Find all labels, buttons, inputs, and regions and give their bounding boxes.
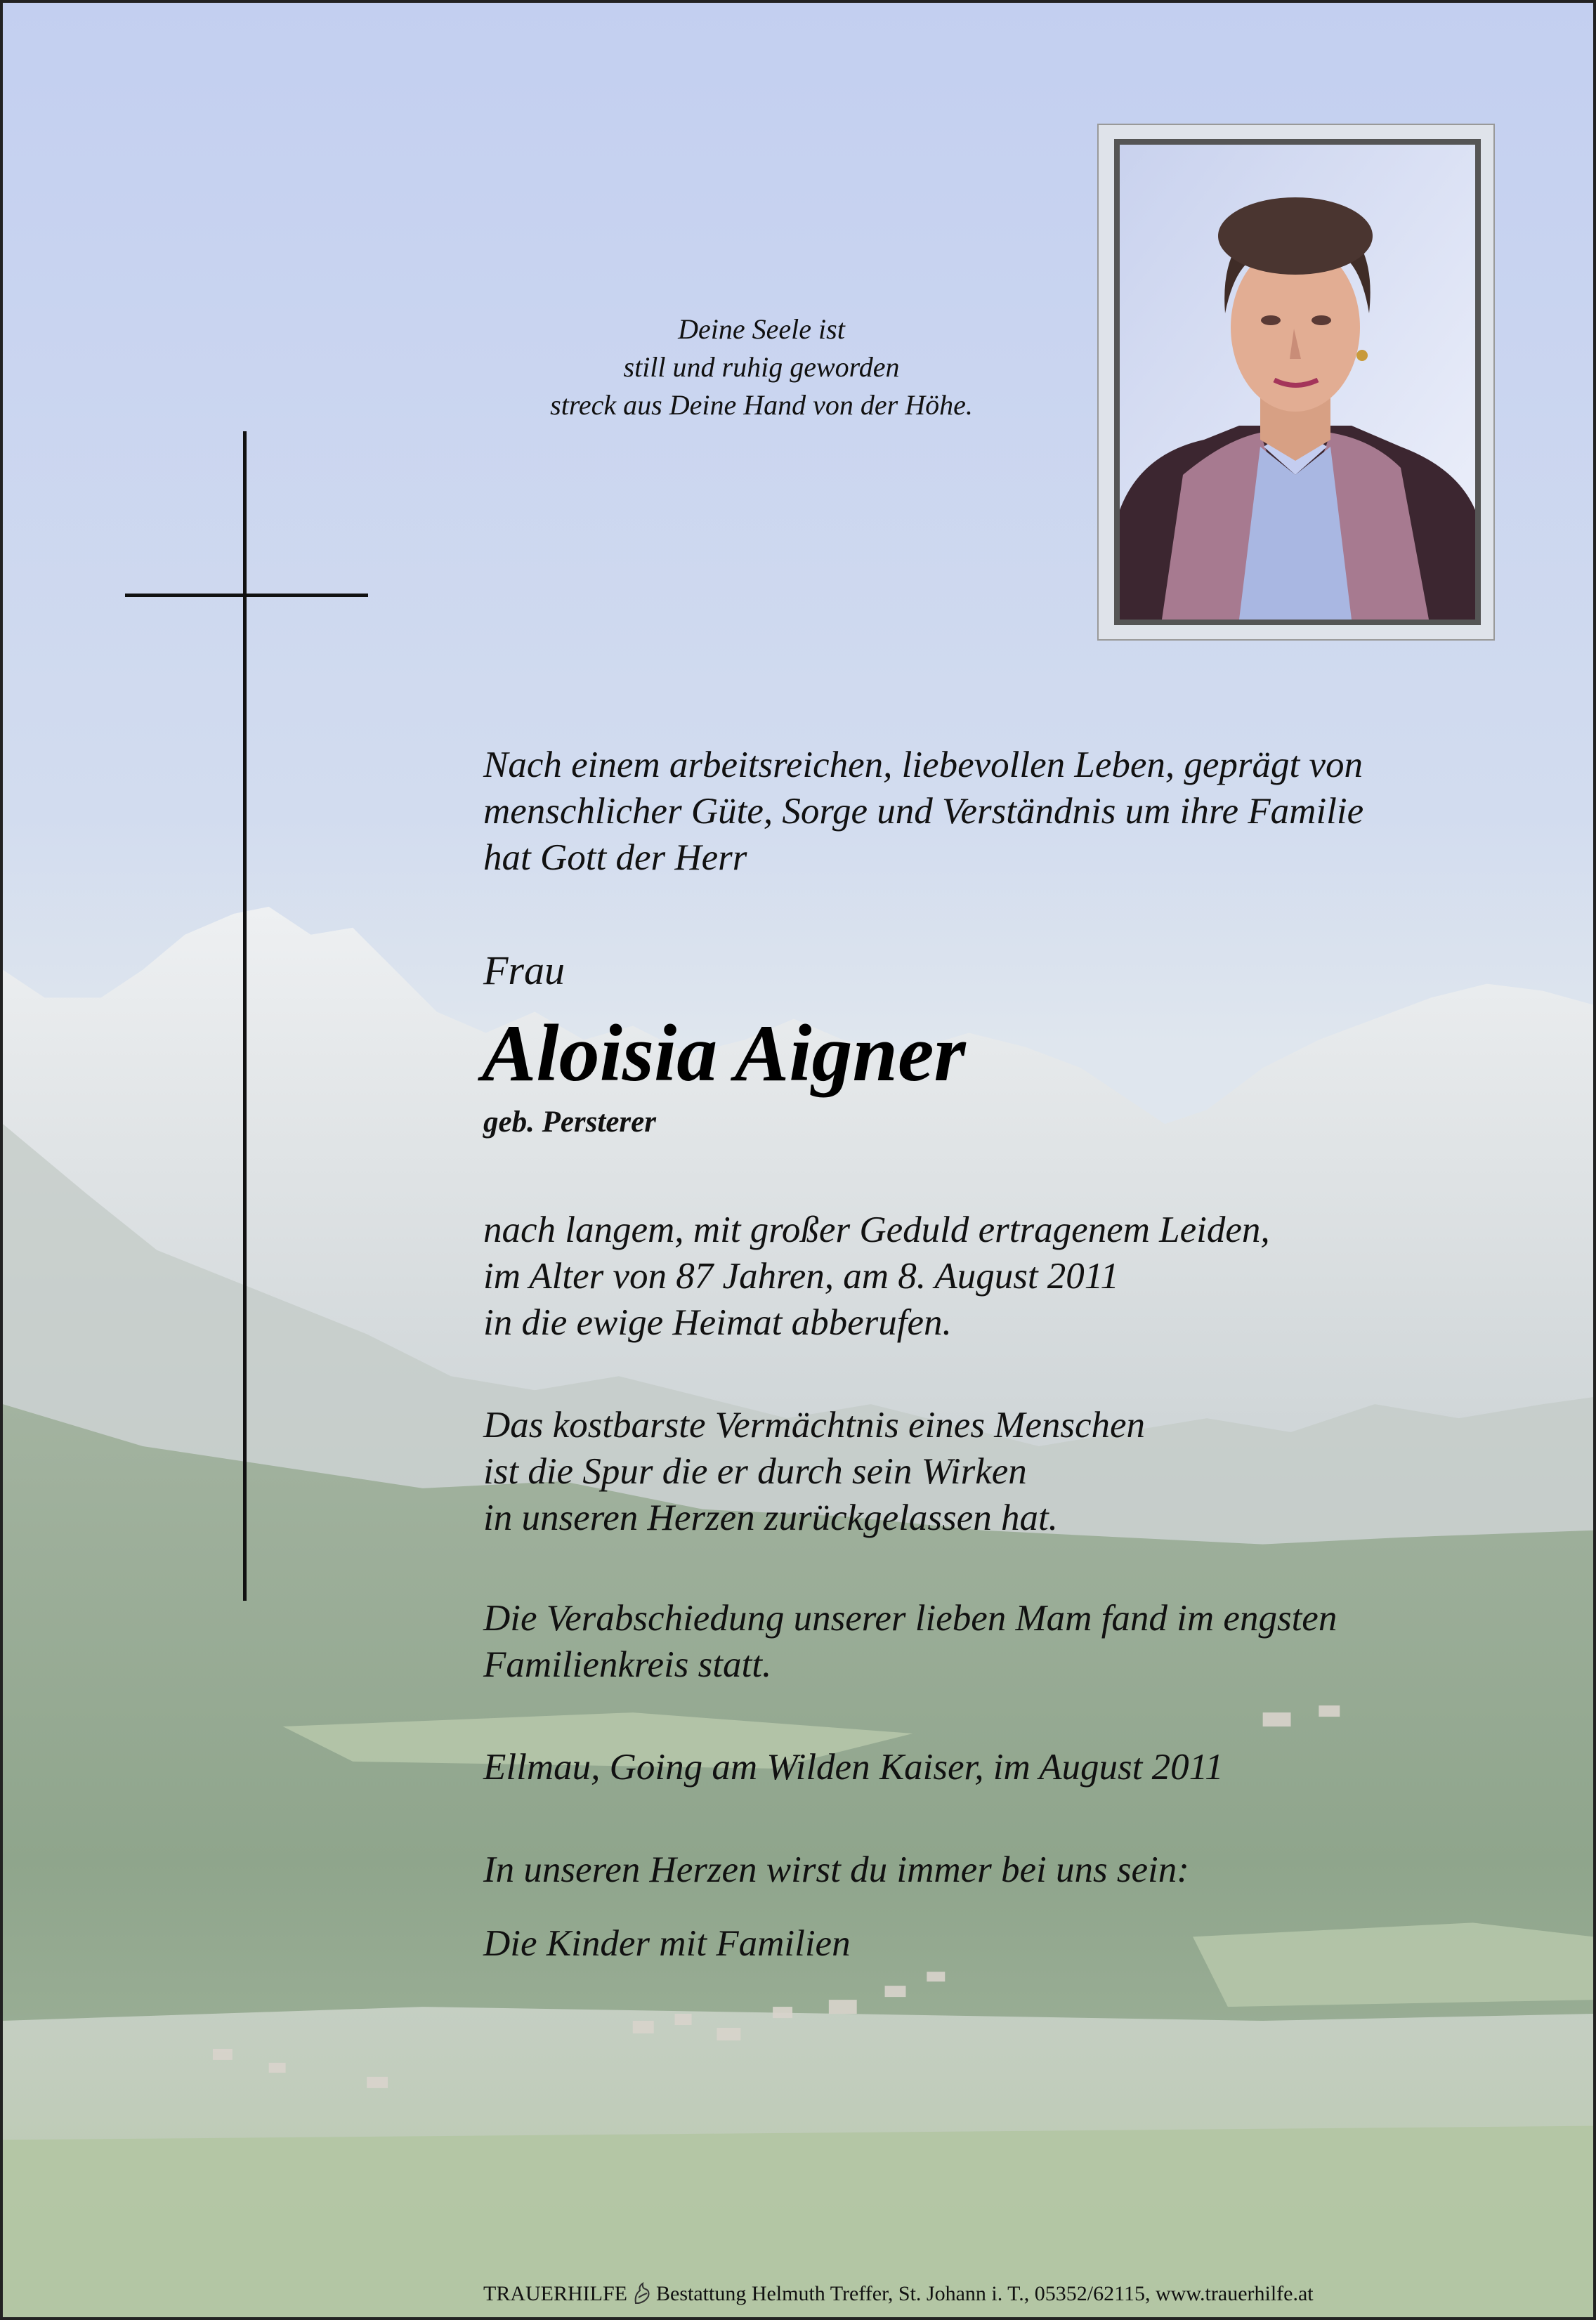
place-date: Ellmau, Going am Wilden Kaiser, im August 2011 xyxy=(483,1747,1224,1788)
verse-line: streck aus Deine Hand von der Höhe. xyxy=(550,389,973,421)
intro-line: hat Gott der Herr xyxy=(483,837,747,878)
passing-paragraph xyxy=(483,1207,1270,1346)
intro-line: Nach einem arbeitsreichen, liebevollen Leben, geprägt von xyxy=(483,745,1363,785)
portrait-photo xyxy=(1114,139,1481,625)
cross-icon-horizontal xyxy=(125,594,368,597)
closing-line: In unseren Herzen wirst du immer bei uns sein: xyxy=(483,1849,1189,1890)
portrait-illustration xyxy=(1120,145,1475,620)
passing-line: in die ewige Heimat abberufen. xyxy=(483,1302,952,1343)
intro-paragraph xyxy=(483,742,1363,881)
footer xyxy=(483,2281,1314,2306)
verse-line: still und ruhig geworden xyxy=(623,351,900,383)
dove-icon xyxy=(633,2282,651,2306)
signature: Die Kinder mit Familien xyxy=(483,1923,851,1964)
footer-text: Bestattung Helmuth Treffer, St. Johann i. T., 05352/62115, www.trauerhilfe.at xyxy=(656,2282,1314,2306)
deceased-name: Aloisia Aigner xyxy=(482,1009,966,1099)
legacy-paragraph xyxy=(483,1402,1145,1541)
legacy-line: in unseren Herzen zurückgelassen hat. xyxy=(483,1497,1058,1538)
portrait-frame xyxy=(1097,124,1495,641)
legacy-line: ist die Spur die er durch sein Wirken xyxy=(483,1451,1027,1492)
farewell-paragraph xyxy=(483,1595,1337,1688)
passing-line: im Alter von 87 Jahren, am 8. August 2011 xyxy=(483,1256,1119,1297)
passing-line: nach langem, mit großer Geduld ertragenem Leiden, xyxy=(483,1210,1270,1250)
footer-brand: TRAUERHILFE xyxy=(483,2282,627,2306)
birth-name: geb. Persterer xyxy=(483,1106,656,1139)
salutation: Frau xyxy=(483,948,565,993)
intro-line: menschlicher Güte, Sorge und Verständnis um ihre Familie xyxy=(483,791,1364,832)
cross-icon-vertical xyxy=(243,431,247,1601)
verse xyxy=(438,310,1085,424)
farewell-line: Familienkreis statt. xyxy=(483,1644,772,1685)
legacy-line: Das kostbarste Vermächtnis eines Menschen xyxy=(483,1405,1146,1446)
verse-line: Deine Seele ist xyxy=(678,313,845,345)
farewell-line: Die Verabschiedung unserer lieben Mam fand im engsten xyxy=(483,1598,1337,1639)
